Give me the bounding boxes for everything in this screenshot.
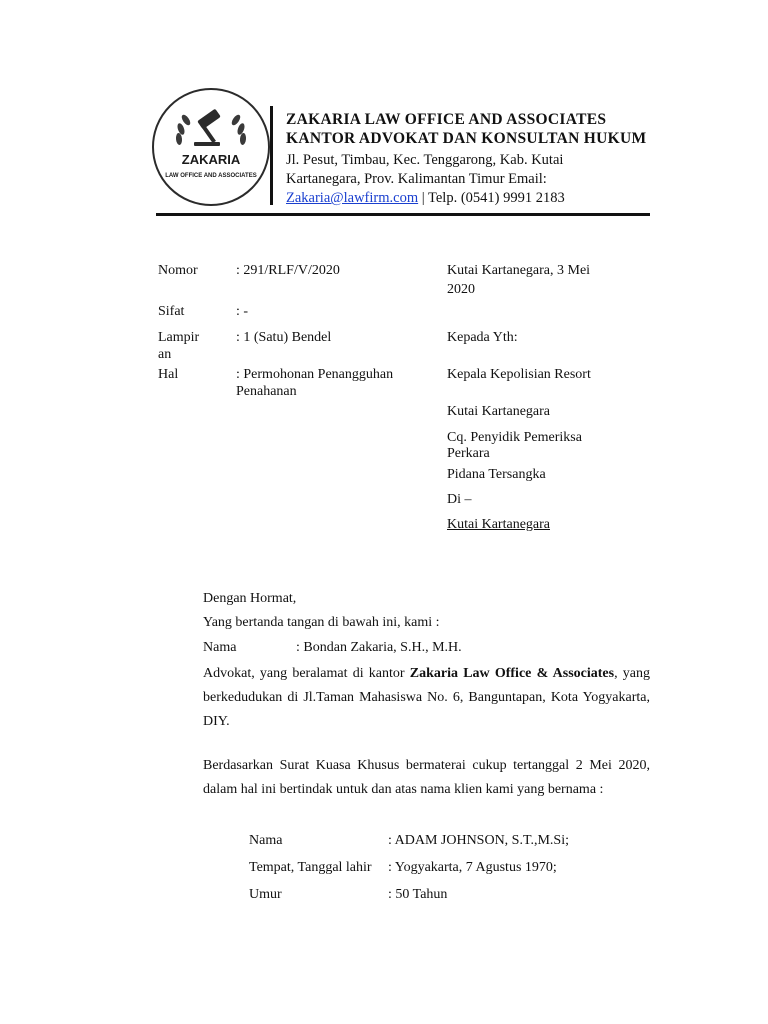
recipient-line-6: Kutai Kartanegara [447, 517, 550, 532]
recipient-line-3a: Cq. Penyidik Pemeriksa [447, 430, 582, 445]
lawyer-name-value: : Bondan Zakaria, S.H., M.H. [296, 640, 462, 655]
intro-text: Yang bertanda tangan di bawah ini, kami : [203, 615, 440, 630]
office-name-bold: Zakaria Law Office & Associates [409, 666, 615, 681]
recipient-line-1: Kepala Kepolisian Resort [447, 367, 591, 382]
logo-text-sub: LAW OFFICE AND ASSOCIATES [165, 173, 257, 179]
recipient-line-3b: Perkara [447, 446, 490, 461]
org-name-id: KANTOR ADVOKAT DAN KONSULTAN HUKUM [286, 130, 647, 147]
client-birth-value: : Yogyakarta, 7 Agustus 1970; [388, 860, 557, 875]
recipient-line-5: Di – [447, 492, 472, 507]
contact-line [286, 190, 565, 207]
hal-label: Hal [158, 367, 179, 382]
lawyer-name-label: Nama [203, 640, 237, 655]
sifat-value: : - [236, 304, 249, 319]
kepada-yth: Kepada Yth: [447, 330, 518, 345]
client-name-value: : ADAM JOHNSON, S.T.,M.Si; [388, 833, 569, 848]
nomor-value: : 291/RLF/V/2020 [236, 263, 340, 278]
recipient-line-4: Pidana Tersangka [447, 467, 546, 482]
org-name-en: ZAKARIA LAW OFFICE AND ASSOCIATES [286, 111, 607, 128]
sifat-label: Sifat [158, 304, 185, 319]
advokat-pre: Advokat, yang beralamat di kantor [203, 666, 410, 681]
client-birth-label: Tempat, Tanggal lahir [249, 860, 372, 875]
address-line-1: Jl. Pesut, Timbau, Kec. Tenggarong, Kab. Kutai [286, 152, 564, 168]
email-link[interactable]: Zakaria@lawfirm.com [286, 190, 419, 206]
phone-text: | Telp. (0541) 9991 2183 [418, 190, 565, 206]
place-date-1: Kutai Kartanegara, 3 Mei [447, 263, 591, 278]
kuasa-paragraph: Berdasarkan Surat Kuasa Khusus bermaterai cukup tertanggal 2 Mei 2020, dalam hal ini bertindak untuk dan atas nama klien kami yang bernama : [203, 758, 650, 797]
law-office-logo [150, 84, 272, 210]
lampiran-label-1: Lampir [158, 330, 200, 345]
advokat-post: , yang berkedudukan di Jl.Taman Mahasiswa No. 6, Banguntapan, Kota Yogyakarta, DIY. [203, 666, 651, 729]
address-line-2: Kartanegara, Prov. Kalimantan Timur Email: [286, 171, 547, 187]
client-age-label: Umur [249, 887, 282, 902]
recipient-line-2: Kutai Kartanegara [447, 404, 550, 419]
salutation: Dengan Hormat, [203, 591, 297, 606]
place-date-2: 2020 [447, 282, 475, 297]
header-vertical-divider [270, 106, 273, 205]
header-horizontal-divider [156, 213, 650, 216]
lampiran-label-2: an [158, 347, 172, 362]
client-name-label: Nama [249, 833, 283, 848]
lampiran-value: : 1 (Satu) Bendel [236, 330, 332, 345]
logo-text-main: ZAKARIA [181, 152, 241, 167]
hal-value-2: Penahanan [236, 384, 297, 399]
advokat-paragraph [203, 662, 650, 734]
hal-value-1: : Permohonan Penangguhan [236, 367, 394, 382]
client-age-value: : 50 Tahun [388, 887, 448, 902]
nomor-label: Nomor [158, 263, 198, 278]
